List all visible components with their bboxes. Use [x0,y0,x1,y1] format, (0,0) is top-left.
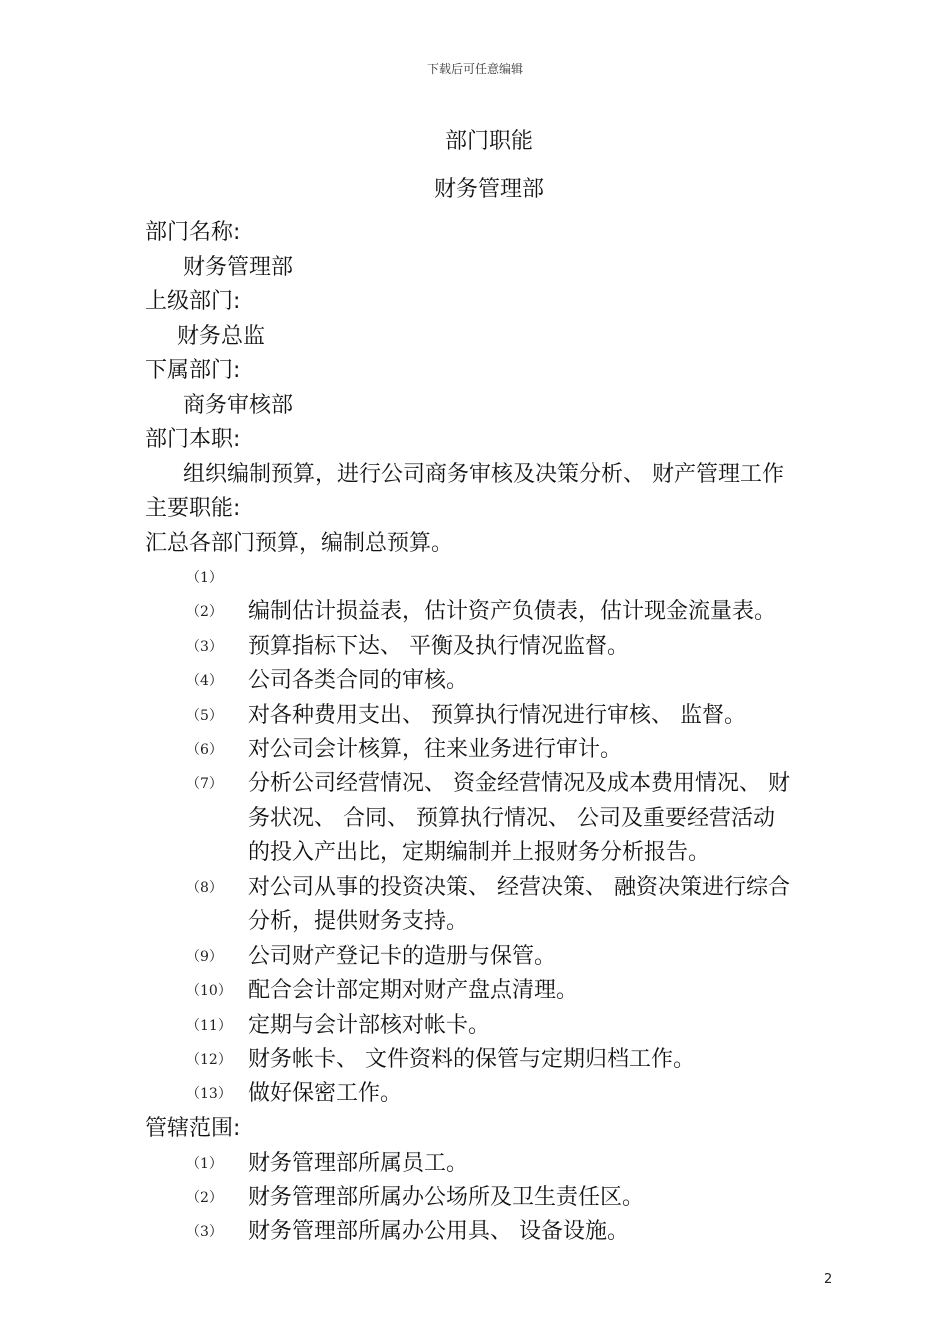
item-text: 定期与会计部核对帐卡。 [248,1013,491,1038]
superior-label: 上级部门: [145,289,241,314]
document-title: 部门职能 [444,129,533,154]
main-function-first: 汇总各部门预算，编制总预算。 [145,531,454,556]
item-text: 财务帐卡、 文件资料的保管与定期归档工作。 [248,1047,695,1072]
item-number: （12） [186,1052,232,1068]
document-subtitle: 财务管理部 [433,177,544,202]
item-number: （1） [186,570,223,586]
item-text: 分析，提供财务支持。 [248,909,469,934]
item-text: 分析公司经营情况、 资金经营情况及成本费用情况、 财 [248,771,790,796]
page-header: 下载后可任意编辑 [426,62,523,76]
item-text: 公司各类合同的审核。 [248,668,469,693]
item-number: （4） [186,673,223,689]
item-number: （10） [186,983,232,999]
dept-name-value: 财务管理部 [183,255,294,280]
dept-name-label: 部门名称: [145,220,241,245]
item-number: （3） [186,1224,223,1240]
item-number: （13） [186,1086,232,1102]
item-text: 财务管理部所属员工。 [248,1151,469,1176]
item-text: 对公司会计核算，往来业务进行审计。 [248,737,623,762]
item-text: 做好保密工作。 [248,1081,403,1106]
item-number: （1） [186,1156,223,1172]
item-text: 对公司从事的投资决策、 经营决策、 融资决策进行综合 [248,875,790,900]
item-text: 公司财产登记卡的造册与保管。 [248,944,557,969]
item-number: （8） [186,880,223,896]
duty-value: 组织编制预算，进行公司商务审核及决策分析、 财产管理工作 [183,462,784,487]
duty-label: 部门本职: [145,427,241,452]
scope-label: 管辖范围: [145,1116,241,1141]
item-number: （2） [186,604,223,620]
item-number: （9） [186,949,223,965]
item-text: 编制估计损益表，估计资产负债表，估计现金流量表。 [248,599,777,624]
page-number: 2 [824,1272,833,1287]
superior-value: 财务总监 [177,324,266,349]
item-number: （7） [186,776,223,792]
item-text: 对各种费用支出、 预算执行情况进行审核、 监督。 [248,703,746,728]
item-number: （6） [186,742,223,758]
sub-dept-label: 下属部门: [145,358,241,383]
item-text: 配合会计部定期对财产盘点清理。 [248,978,579,1003]
item-number: （5） [186,708,223,724]
item-text: 务状况、 合同、 预算执行情况、 公司及重要经营活动 [248,806,775,831]
sub-dept-value: 商务审核部 [183,393,294,418]
item-text: 预算指标下达、 平衡及执行情况监督。 [248,634,629,659]
item-number: （2） [186,1190,223,1206]
item-text: 财务管理部所属办公场所及卫生责任区。 [248,1185,645,1210]
item-text: 的投入产出比，定期编制并上报财务分析报告。 [248,840,711,865]
item-number: （3） [186,639,223,655]
main-function-label: 主要职能: [145,496,241,521]
item-text: 财务管理部所属办公用具、 设备设施。 [248,1219,629,1244]
item-number: （11） [186,1018,232,1034]
